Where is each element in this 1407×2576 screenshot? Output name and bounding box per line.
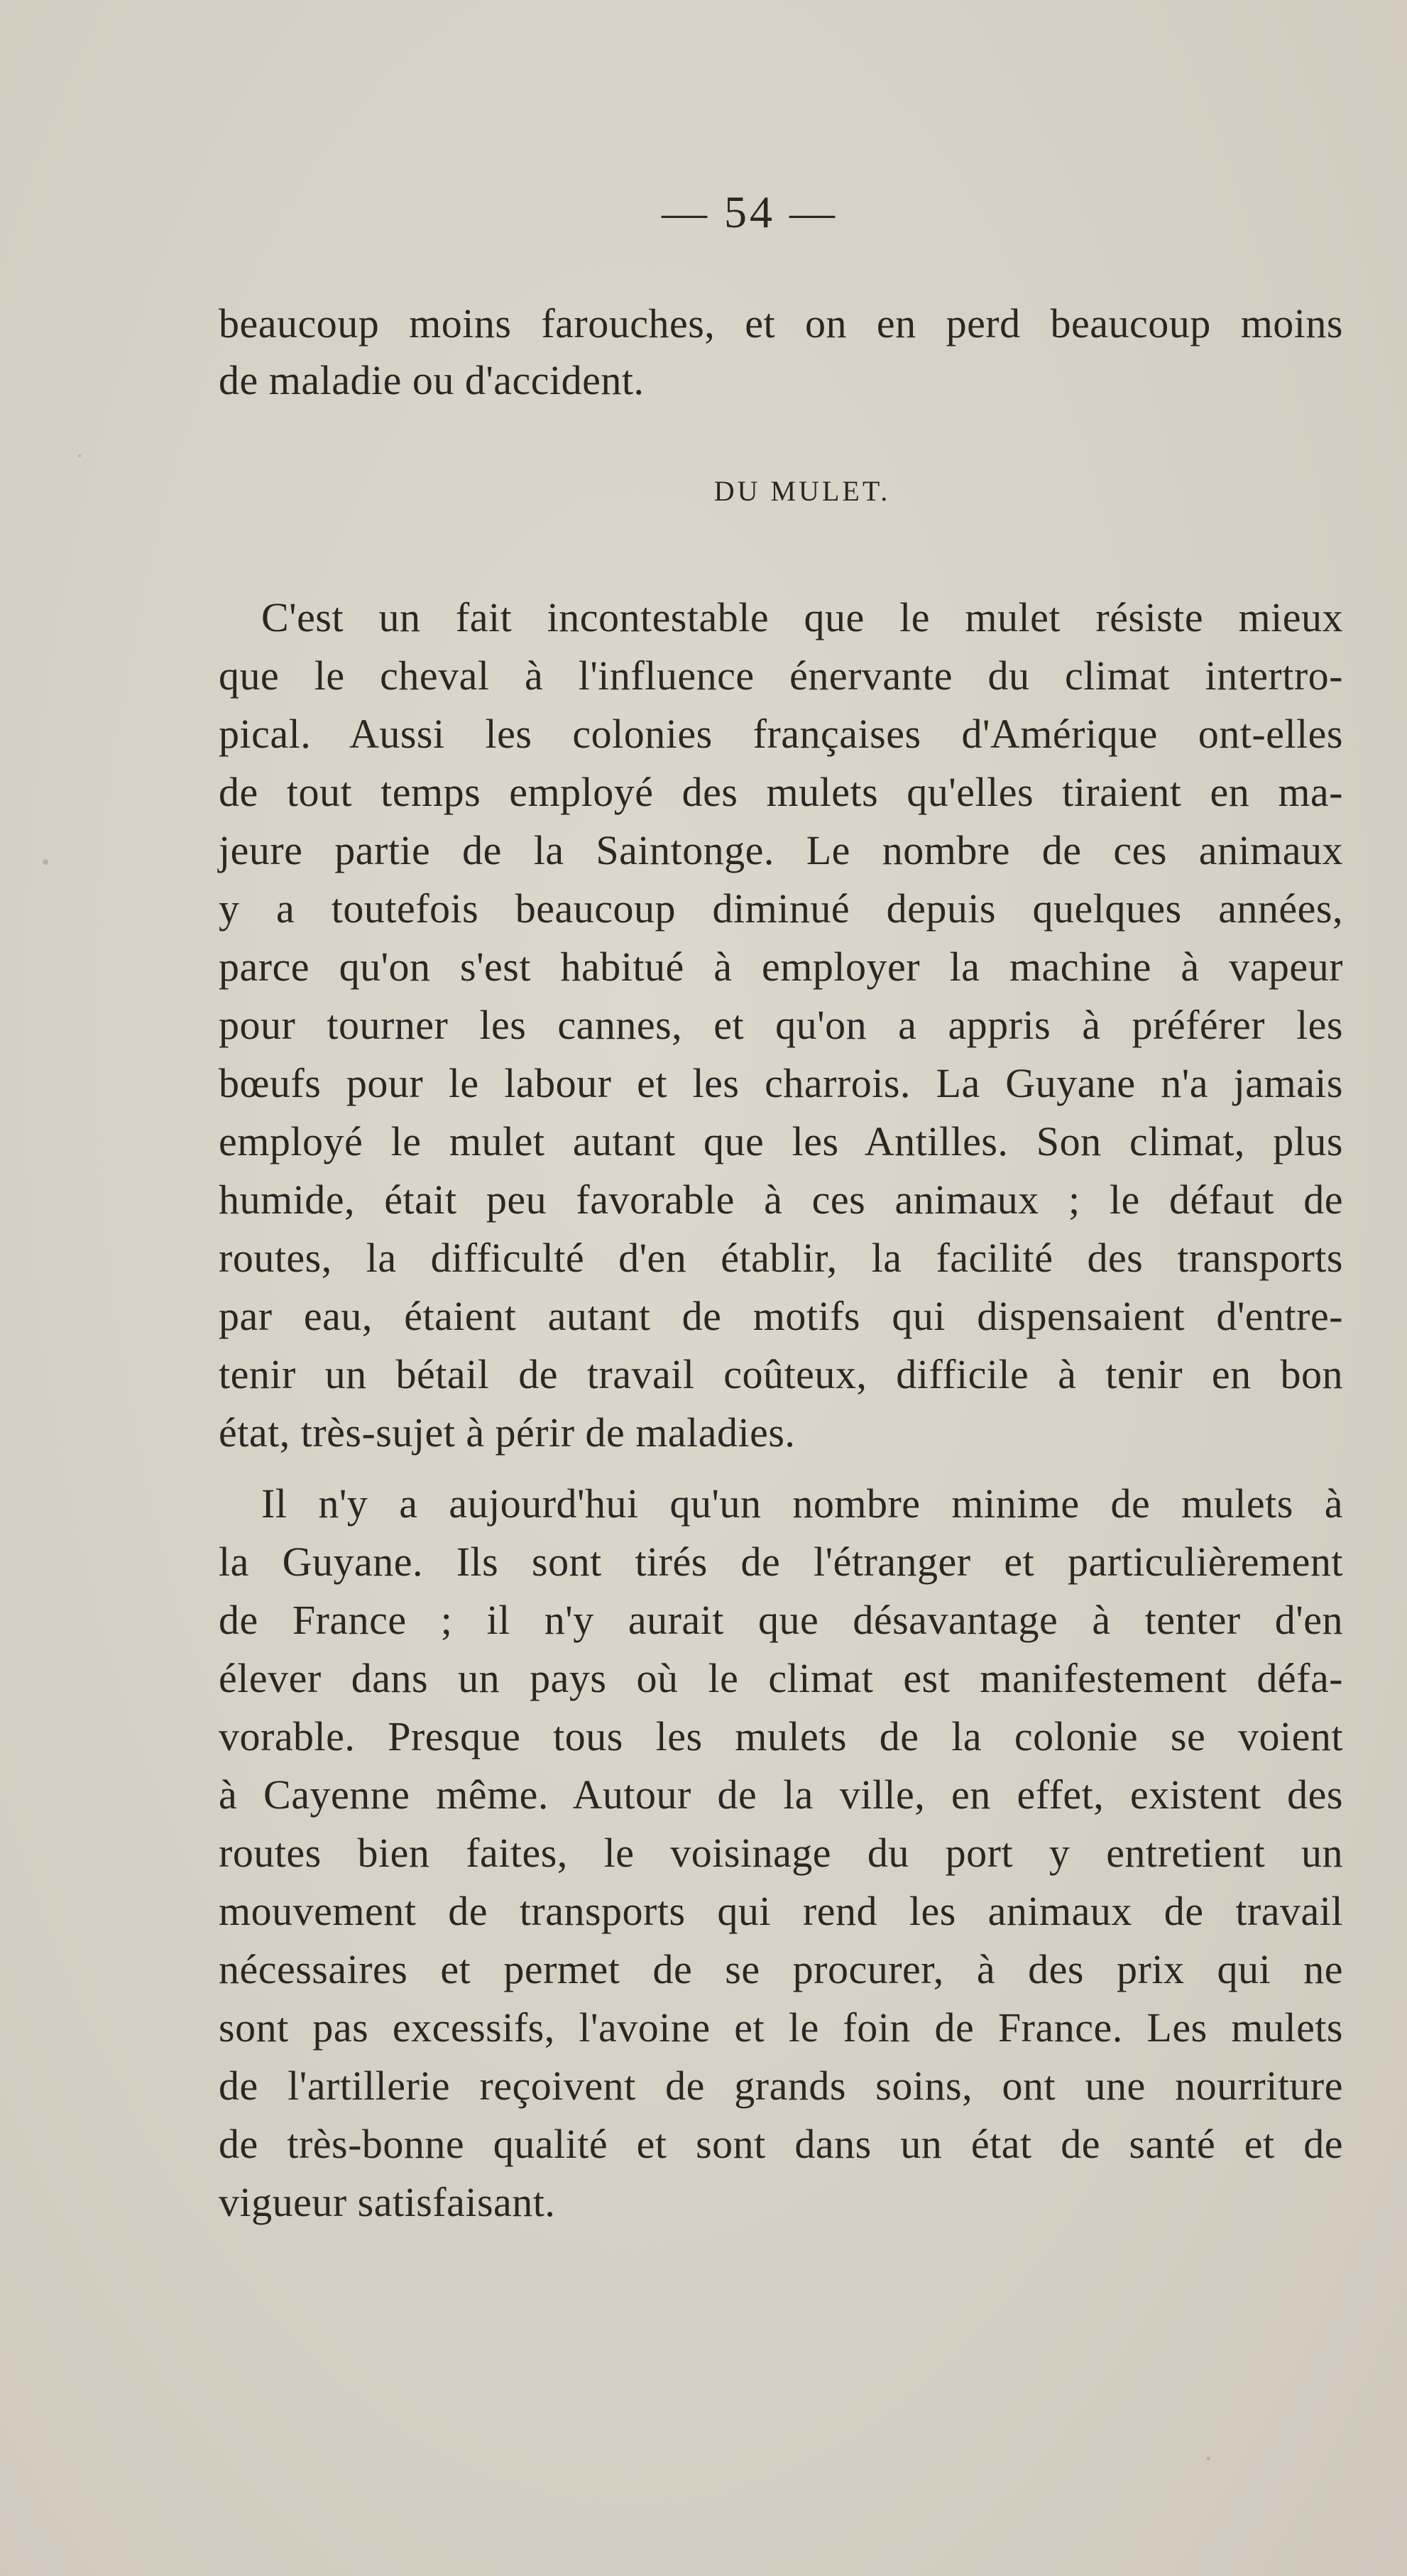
paragraph-2-line: nécessaires et permet de se procurer, à des prix qui ne (219, 1946, 1343, 1992)
paragraph-2-line: mouvement de transports qui rend les animaux de travail (219, 1888, 1343, 1934)
paragraph-2-line: de très-bonne qualité et sont dans un état de santé et de (219, 2121, 1343, 2167)
text-block (219, 0, 1343, 2576)
paragraph-1-line: par eau, étaient autant de motifs qui dispensaient d'entre- (219, 1293, 1343, 1339)
paragraph-2-line: la Guyane. Ils sont tirés de l'étranger et particulièrement (219, 1539, 1343, 1585)
paragraph-1-line: jeure partie de la Saintonge. Le nombre de ces animaux (219, 827, 1343, 873)
paragraph-1-line: pical. Aussi les colonies françaises d'Amérique ont-elles (219, 711, 1343, 757)
intro-line-2: de maladie ou d'accident. (219, 357, 645, 403)
paragraph-1-line: tenir un bétail de travail coûteux, difficile à tenir en bon (219, 1351, 1343, 1397)
paragraph-2-line: routes bien faites, le voisinage du port y entretient un (219, 1830, 1343, 1876)
paragraph-2-line: élever dans un pays où le climat est manifestement défa- (219, 1655, 1343, 1701)
paragraph-1-line: de tout temps employé des mulets qu'elles tiraient en ma- (219, 769, 1343, 815)
paragraph-1-line: pour tourner les cannes, et qu'on a appris à préférer les (219, 1002, 1343, 1048)
paragraph-1-line: y a toutefois beaucoup diminué depuis quelques années, (219, 885, 1343, 932)
paragraph-1-line: employé le mulet autant que les Antilles. Son climat, plus (219, 1118, 1343, 1164)
intro-line-1: beaucoup moins farouches, et on en perd beaucoup moins (219, 300, 1343, 346)
paragraph-1-line: parce qu'on s'est habitué à employer la machine à vapeur (219, 944, 1343, 990)
paragraph-2-line: de l'artillerie reçoivent de grands soins, ont une nourriture (219, 2063, 1343, 2109)
paper-speck (78, 454, 81, 457)
paragraph-1-line: bœufs pour le labour et les charrois. La Guyane n'a jamais (219, 1060, 1343, 1106)
paragraph-2-line: vorable. Presque tous les mulets de la colonie se voient (219, 1713, 1343, 1759)
paragraph-2-line: de France ; il n'y aurait que désavantage à tenter d'en (219, 1597, 1343, 1643)
section-heading: DU MULET. (713, 475, 891, 507)
paragraph-2-line: vigueur satisfaisant. (219, 2179, 556, 2225)
paragraph-1-line: que le cheval à l'influence énervante du climat intertro- (219, 653, 1343, 699)
paragraph-1-line: état, très-sujet à périr de maladies. (219, 1409, 796, 1456)
paper-speck (43, 859, 48, 865)
paragraph-1-line: routes, la difficulté d'en établir, la facilité des transports (219, 1235, 1343, 1281)
paragraph-2-line: Il n'y a aujourd'hui qu'un nombre minime de mulets à (261, 1480, 1343, 1527)
paragraph-2-line: sont pas excessifs, l'avoine et le foin de France. Les mulets (219, 2004, 1343, 2051)
paper-speck (1207, 2457, 1210, 2460)
paragraph-2-line: à Cayenne même. Autour de la ville, en effet, existent des (219, 1772, 1343, 1818)
paragraph-1-line: humide, était peu favorable à ces animaux ; le défaut de (219, 1177, 1343, 1223)
paragraph-1-line: C'est un fait incontestable que le mulet résiste mieux (261, 594, 1343, 640)
page-number: — 54 — (662, 187, 838, 237)
